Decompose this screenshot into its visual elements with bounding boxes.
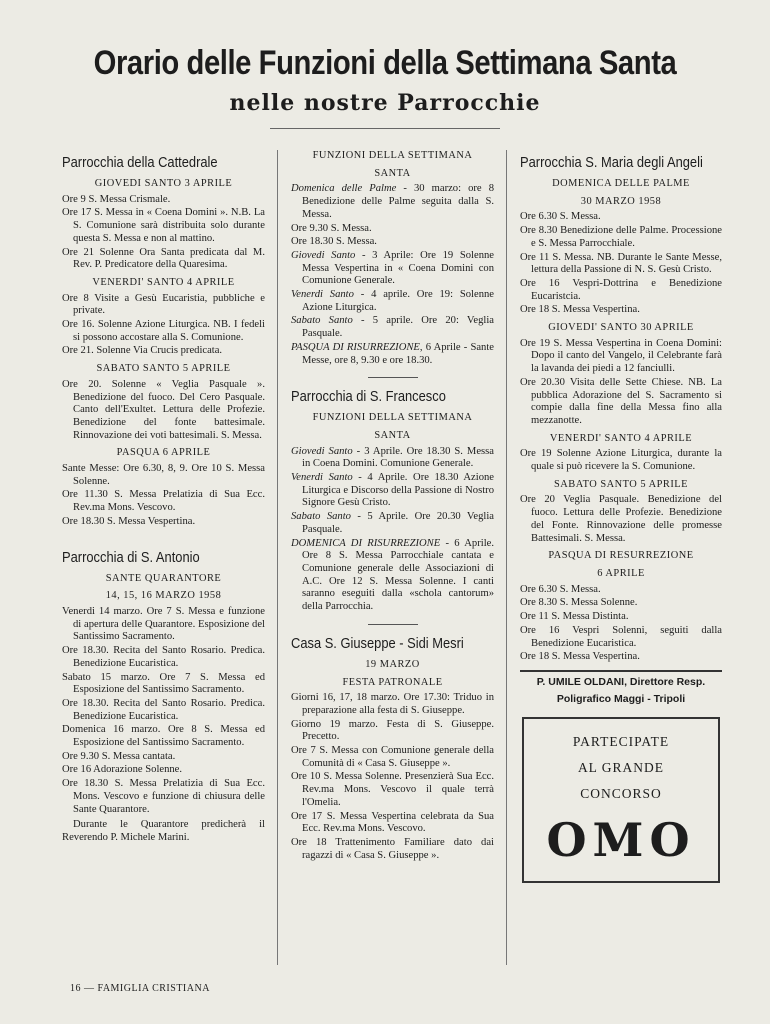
ad-line: AL GRANDE [577, 760, 665, 776]
subheading: SABATO SANTO 5 APRILE [96, 363, 231, 375]
section-heading-maria-angeli: Parrocchia S. Maria degli Angeli [520, 154, 703, 171]
credits-divider [520, 670, 722, 672]
schedule-item: Ore 18.30 S. Messa. [291, 236, 377, 248]
section-heading-cattedrale: Parrocchia della Cattedrale [62, 154, 218, 171]
schedule-item: Giorno 19 marzo. Festa di S. Giuseppe. Precetto. [291, 718, 494, 743]
subheading: FUNZIONI DELLA SETTIMANA [312, 412, 473, 424]
subheading: VENERDI' SANTO 4 APRILE [549, 432, 693, 444]
schedule-item: Ore 17 S. Messa Vespertina celebrata da Sua Ecc. Rev.ma Mons. Vescovo. [291, 810, 494, 835]
schedule-item: Ore 8.30 Benedizione delle Palme. Processione e S. Messa Parrocchiale. [520, 225, 722, 249]
schedule-item: Ore 11 S. Messa Distinta. [520, 611, 629, 623]
schedule-item: Ore 18.30 S. Messa Vespertina. [62, 515, 196, 527]
schedule-item: Giovedi Santo - 3 Aprile: Ore 19 Solenne Messa Vespertina in « Coena Domini con Comunione Generale. [291, 249, 494, 287]
schedule-item: Ore 18 S. Messa Vespertina. [520, 304, 640, 316]
subheading: GIOVEDI' SANTO 30 APRILE [548, 322, 694, 334]
subheading: FUNZIONI DELLA SETTIMANA [312, 150, 473, 161]
schedule-item: Ore 17 S. Messa in « Coena Domini ». N.B. La S. Comunione sarà distribuita solo durante questa S. Messa e non al mattino. [62, 207, 265, 244]
schedule-item: Ore 18 S. Messa Vespertina. [520, 651, 640, 663]
subheading: FESTA PATRONALE [342, 676, 443, 688]
subheading: PASQUA 6 APRILE [116, 447, 211, 459]
schedule-item: Ore 8 Visite a Gesù Eucaristia, pubbliche e private. [62, 292, 265, 317]
subheading: 14, 15, 16 MARZO 1958 [105, 590, 222, 602]
column-right [520, 146, 722, 883]
section-heading-francesco: Parrocchia di S. Francesco [291, 388, 446, 406]
page-subtitle: nelle nostre Parrocchie [229, 90, 541, 116]
schedule-item: Ore 18 Trattenimento Familiare dato dai ragazzi di « Casa S. Giuseppe ». [291, 836, 494, 861]
schedule-item: Ore 18.30. Recita del Santo Rosario. Predica. Benedizione Eucaristica. [62, 697, 265, 722]
schedule-item: Sante Messe: Ore 6.30, 8, 9. Ore 10 S. Messa Solenne. [62, 463, 265, 487]
schedule-item: Ore 20. Solenne « Veglia Pasquale ». Benedizione del fuoco. Del Cero Pasquale. Canto dell'Exultet. Lettura delle Profezie. Benedizione del fonte battesimale. Rinnovazione dei voti battesimali. S. Messa. [62, 378, 265, 441]
subheading: 30 MARZO 1958 [580, 195, 662, 207]
schedule-item: Ore 11.30 S. Messa Prelatizia di Sua Ecc. Rev.ma Mons. Vescovo. [62, 489, 265, 514]
subheading: DOMENICA DELLE PALME [552, 178, 690, 189]
section-heading-antonio: Parrocchia di S. Antonio [62, 548, 200, 566]
column-left [62, 146, 265, 846]
subheading: SABATO SANTO 5 APRILE [554, 478, 688, 490]
omo-advertisement [522, 717, 720, 883]
schedule-item: Sabato Santo - 5 aprile. Ore 20: Veglia Pasquale. [291, 315, 494, 340]
schedule-item: DOMENICA DI RISURREZIONE - 6 Aprile. Ore 8 S. Messa Parrocchiale cantata e Comunione generale delle Associazioni di A.C. Ore 12 S. Messa Solenne. I canti saranno eseguiti dalla «schola cantorum» della Parrocchia. [291, 537, 494, 613]
separator [368, 624, 418, 625]
column-divider-2 [506, 150, 507, 965]
schedule-item: Venerdi 14 marzo. Ore 7 S. Messa e funzione di apertura delle Quarantore. Esposizione del Santissimo Sacramento. [62, 605, 265, 643]
subheading: 19 MARZO [365, 658, 420, 670]
schedule-item: Ore 11 S. Messa. NB. Durante le Sante Messe, lettura della Passione di N. S. Gesù Cristo. [520, 251, 722, 276]
section-heading-giuseppe: Casa S. Giuseppe - Sidi Mesri [291, 634, 464, 652]
ad-line: CONCORSO [580, 786, 662, 802]
subheading: PASQUA DI RESURREZIONE [548, 550, 694, 562]
ad-line: PARTECIPATE [572, 734, 670, 750]
schedule-item: Ore 21 Solenne Ora Santa predicata dal M. Rev. P. Predicatore della Quaresima. [62, 246, 265, 271]
schedule-item: Venerdi Santo - 4 aprile. Ore 19: Solenne Azione Liturgica. [291, 289, 494, 313]
title-divider [270, 128, 500, 129]
schedule-item: Giorni 16, 17, 18 marzo. Ore 17.30: Triduo in preparazione alla festa di S. Giuseppe. [291, 692, 494, 716]
omo-brand: OMO [546, 813, 696, 868]
director-credit: P. UMILE OLDANI, Direttore Resp. [536, 675, 706, 688]
schedule-item: Giovedi Santo - 3 Aprile. Ore 18.30 S. Messa in Coena Domini. Comunione Generale. [291, 445, 494, 470]
separator [368, 377, 418, 378]
page-title: Orario delle Funzioni della Settimana Santa [93, 44, 677, 82]
schedule-item: Ore 16 Vespri Solenni, seguiti dalla Benedizione Eucaristica. [520, 624, 722, 649]
closing-note: Durante le Quarantore predicherà il Reverendo P. Michele Marini. [62, 819, 265, 843]
schedule-item: Ore 10 S. Messa Solenne. Presenzierà Sua Ecc. Rev.ma Mons. Vescovo il quale terrà l'Omelia. [291, 771, 494, 808]
subheading: 6 APRILE [597, 567, 645, 579]
schedule-item: Ore 19 S. Messa Vespertina in Coena Domini: Dopo il canto del Vangelo, il Celebrante farà la lavanda dei piedi a 12 fanciulli. [520, 337, 722, 375]
schedule-item: Sabato Santo - 5 Aprile. Ore 20.30 Veglia Pasquale. [291, 511, 494, 535]
schedule-item: Domenica 16 marzo. Ore 8 S. Messa ed Esposizione del Santissimo Sacramento. [62, 724, 265, 749]
subheading: GIOVEDI SANTO 3 APRILE [94, 178, 233, 189]
subheading: SANTA [374, 167, 411, 179]
schedule-item: Ore 7 S. Messa con Comunione generale della Comunità di « Casa S. Giuseppe ». [291, 745, 494, 769]
subheading: VENERDI' SANTO 4 APRILE [92, 276, 235, 288]
schedule-item: Domenica delle Palme - 30 marzo: ore 8 Benedizione delle Palme seguita dalla S. Messa. [291, 183, 494, 220]
schedule-item: Ore 21. Solenne Via Crucis predicata. [62, 345, 223, 357]
schedule-item: Ore 9.30 S. Messa cantata. [62, 750, 176, 762]
subheading: SANTE QUARANTORE [105, 572, 222, 584]
schedule-item: Ore 8.30 S. Messa Solenne. [520, 597, 638, 609]
schedule-item: Ore 9 S. Messa Crismale. [62, 193, 171, 205]
schedule-item: Ore 9.30 S. Messa. [291, 222, 372, 234]
page-footer: 16 — FAMIGLIA CRISTIANA [70, 983, 210, 994]
schedule-item: PASQUA DI RISURREZIONE, 6 Aprile - Sante Messe, ore 8, 9.30 e ore 18.30. [291, 341, 494, 366]
schedule-item: Ore 18.30. Recita del Santo Rosario. Predica. Benedizione Eucaristica. [62, 645, 265, 669]
schedule-item: Sabato 15 marzo. Ore 7 S. Messa ed Esposizione del Santissimo Sacramento. [62, 671, 265, 696]
schedule-item: Ore 16 Vespri-Dottrina e Benedizione Eucaristcia. [520, 277, 722, 302]
schedule-item: Ore 20 Veglia Pasquale. Benedizione del fuoco. Lettura delle Profezie. Benedizione del Fonte. Rinnovazione delle promesse Battesimali. S. Messa. [520, 494, 722, 544]
subheading: SANTA [374, 429, 411, 441]
schedule-item: Ore 16. Solenne Azione Liturgica. NB. I fedeli si possono accostare alla S. Comunione. [62, 319, 265, 343]
printer-credit: Poligrafico Maggi - Tripoli [556, 692, 686, 705]
schedule-item: Ore 6.30 S. Messa. [520, 211, 601, 223]
column-divider-1 [277, 150, 278, 965]
schedule-item: Ore 6.30 S. Messa. [520, 583, 601, 595]
column-middle [291, 146, 494, 863]
schedule-item: Venerdi Santo - 4 Aprile. Ore 18.30 Azione Liturgica e Discorso della Passione di Nostro Signore Gesù Cristo. [291, 472, 494, 509]
schedule-item: Ore 16 Adorazione Solenne. [62, 764, 183, 776]
schedule-item: Ore 18.30 S. Messa Prelatizia di Sua Ecc. Mons. Vescovo e funzione di chiusura delle Sante Quarantore. [62, 778, 265, 815]
schedule-item: Ore 19 Solenne Azione Liturgica, durante la quale si può ricevere la S. Comunione. [520, 448, 722, 473]
schedule-item: Ore 20.30 Visita delle Sette Chiese. NB. La pubblica Adorazione del S. Sacramento si compie dalla fine della Messa fino alla mezzanotte. [520, 376, 722, 426]
